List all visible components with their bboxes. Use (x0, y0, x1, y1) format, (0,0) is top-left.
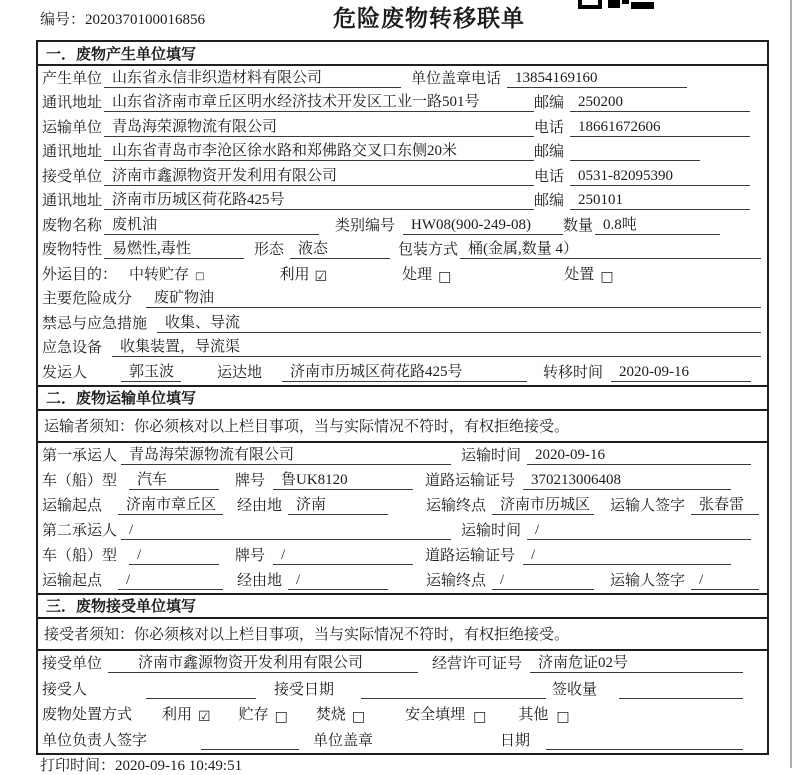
transfer-date-label: 转移时间 (543, 364, 604, 381)
transporter-sign-label: 运输人签字 (610, 497, 686, 514)
taboo-row (38, 311, 767, 336)
phone-label: 电话 (534, 119, 565, 136)
unit-seal-label: 单位盖章 (313, 732, 374, 749)
receiver-value: 济南市鑫源物资开发利用有限公司 (104, 164, 534, 186)
carrier1-label: 第一承运人 (42, 447, 118, 464)
waste-character-row (38, 238, 767, 263)
producer-address-row (38, 91, 767, 116)
waste-name-label: 废物名称 (42, 217, 103, 234)
route2-row (38, 568, 767, 593)
via-value: / (288, 572, 388, 590)
equipment-value: 收集装置，导流渠 (112, 335, 761, 357)
carrier2-row (38, 518, 767, 543)
checkbox-icon: □ (473, 709, 487, 725)
equipment-label: 应急设备 (42, 340, 103, 356)
transporter-row (38, 115, 767, 140)
zip-label: 邮编 (534, 144, 565, 160)
phone-label: 电话 (471, 70, 502, 87)
vehicle-type-value: 汽车 (129, 468, 219, 490)
date-label: 日期 (500, 732, 531, 749)
manager-sign-row (38, 727, 767, 753)
form-label: 形态 (254, 242, 285, 258)
plate-label: 牌号 (235, 547, 266, 564)
transporter-sign-value: / (691, 572, 759, 590)
purpose-label: 外运目的： (42, 266, 118, 283)
receiver-label: 接受单位 (42, 168, 103, 185)
transporter-sign-label: 运输人签字 (610, 572, 686, 589)
origin-value: 济南市章丘区 (118, 493, 223, 515)
checkbox-checked-icon: ☑ (198, 709, 211, 725)
transporter-address-row (38, 140, 767, 165)
permit-label: 经营许可证号 (432, 656, 523, 672)
zip-value: 250200 (570, 94, 750, 112)
transport-time-value: 2020-09-16 (527, 447, 751, 465)
end-value: / (492, 572, 594, 590)
hazard-label: 主要危险成分 (42, 291, 133, 307)
carrier1-value: 青岛海荣源物流有限公司 (121, 443, 451, 465)
doc-number-value: 2020370100016856 (85, 12, 206, 28)
address-label: 通讯地址 (42, 95, 103, 111)
road-license-value: 370213006408 (523, 472, 731, 490)
carrier2-value: / (121, 522, 451, 540)
receiver-row (38, 164, 767, 189)
packing-label: 包装方式 (398, 242, 459, 258)
origin-label: 运输起点 (42, 497, 103, 514)
producer-label: 产生单位 (42, 70, 103, 87)
road-license-label: 道路运输证号 (425, 547, 516, 564)
manager-sign-label: 单位负责人签字 (42, 732, 148, 749)
permit-value: 济南危证02号 (530, 651, 743, 673)
page-edge-line (790, 0, 792, 768)
checkbox-icon: □ (600, 268, 614, 285)
phone-value: 13854169160 (507, 70, 687, 88)
purpose-row (38, 262, 767, 287)
route1-row (38, 493, 767, 518)
category-label: 类别编号 (335, 217, 396, 234)
via-label: 经由地 (237, 572, 283, 589)
plate-value: / (273, 547, 413, 565)
transporter-value: 青岛海荣源物流有限公司 (104, 115, 534, 137)
receiver-address-row (38, 189, 767, 214)
hazard-value: 废矿物油 (146, 286, 761, 308)
sender-row (38, 360, 767, 385)
disposal-label: 废物处置方式 (42, 707, 133, 723)
acceptor-row (38, 676, 767, 702)
hazard-row (38, 287, 767, 312)
checkbox-icon: □ (438, 268, 452, 285)
acceptor-value (146, 698, 256, 699)
disposal-option-label: 安全填埋 (405, 707, 466, 723)
quantity-value: 0.8吨 (595, 213, 720, 235)
carrier2-label: 第二承运人 (42, 522, 118, 539)
end-value: 济南市历城区 (492, 493, 594, 515)
producer-row (38, 66, 767, 91)
qr-code-fragment-icon (578, 0, 658, 10)
zip-label: 邮编 (534, 95, 565, 111)
disposal-option-label: 焚烧 (315, 707, 346, 723)
transport-time-value: / (527, 522, 751, 540)
zip-label: 邮编 (534, 193, 565, 209)
character-label: 废物特性 (42, 242, 103, 258)
doc-number-label: 编号： (40, 12, 86, 28)
vehicle-type-label: 车（船）型 (42, 547, 118, 564)
disposal-option-label: 其他 (518, 707, 549, 723)
end-label: 运输终点 (426, 497, 487, 514)
purpose-option-label: 处置 (564, 266, 595, 283)
accept-unit-row (38, 651, 767, 677)
print-time-label: 打印时间： (40, 758, 116, 774)
disposal-row (38, 702, 767, 728)
road-license-label: 道路运输证号 (425, 472, 516, 489)
vehicle1-row (38, 468, 767, 493)
checkbox-icon: □ (556, 709, 570, 725)
waste-name-row (38, 213, 767, 238)
plate-label: 牌号 (235, 472, 266, 489)
receiver-notice: 接受者须知：你必须核对以上栏目事项，当与实际情况不符时，有权拒绝接受。 (38, 619, 767, 651)
vehicle-type-label: 车（船）型 (42, 472, 118, 489)
checkbox-checked-icon: ☑ (314, 268, 328, 285)
destination-label: 运达地 (217, 364, 263, 381)
section3-header: 三．废物接受单位填写 (38, 593, 767, 619)
plate-value: 鲁UK8120 (273, 468, 413, 490)
unit-seal-label: 单位盖章 (411, 70, 472, 87)
address-value: 山东省济南市章丘区明水经济技术开发区工业一路501号 (104, 90, 534, 112)
manager-sign-value (201, 749, 299, 750)
taboo-value: 收集、导流 (157, 311, 761, 333)
received-qty-label: 签收量 (552, 681, 598, 698)
disposal-option-label: 贮存 (238, 707, 269, 723)
taboo-label: 禁忌与应急措施 (42, 315, 148, 332)
carrier1-row (38, 443, 767, 468)
accept-unit-value: 济南市鑫源物资开发利用有限公司 (108, 651, 418, 673)
via-label: 经由地 (237, 497, 283, 514)
category-value: HW08(900-249-08) (403, 217, 563, 235)
phone-label: 电话 (534, 168, 565, 185)
phone-value: 18661672606 (570, 119, 750, 137)
origin-value: / (118, 572, 223, 590)
character-value: 易燃性,毒性 (104, 237, 244, 259)
checkbox-icon: □ (274, 709, 288, 725)
quantity-label: 数量 (563, 217, 594, 234)
acceptor-label: 接受人 (42, 681, 88, 698)
transporter-sign-value: 张春雷 (691, 493, 759, 515)
qr-block (578, 0, 602, 9)
date-value (546, 749, 743, 750)
equipment-row (38, 336, 767, 361)
zip-value: 250101 (570, 192, 750, 210)
transporter-notice: 运输者须知：你必须核对以上栏目事项，当与实际情况不符时，有权拒绝接受。 (38, 411, 767, 443)
producer-value: 山东省永信非织造材料有限公司 (104, 66, 401, 88)
purpose-option-label: 处理 (402, 266, 433, 283)
road-license-value: / (523, 547, 731, 565)
checkbox-icon: □ (351, 709, 366, 725)
purpose-option-label: 中转贮存 (129, 266, 190, 283)
form-value: 液态 (290, 237, 390, 259)
checkbox-icon: □ (195, 270, 205, 282)
qr-block (608, 0, 620, 8)
sender-value: 郭玉波 (121, 360, 181, 382)
received-qty-value (619, 698, 743, 699)
doc-number (40, 8, 205, 29)
qr-block (631, 2, 654, 9)
accept-unit-label: 接受单位 (42, 656, 103, 672)
vehicle-type-value: / (129, 547, 219, 565)
origin-label: 运输起点 (42, 572, 103, 589)
print-time-value: 2020-09-16 10:49:51 (115, 758, 243, 774)
address-label: 通讯地址 (42, 193, 103, 209)
via-value: 济南 (288, 493, 388, 515)
address-value: 山东省青岛市李沧区徐水路和郑佛路交叉口东侧20米 (104, 139, 534, 161)
zip-value (570, 160, 700, 161)
transport-time-label: 运输时间 (461, 447, 522, 464)
phone-value: 0531-82095390 (570, 168, 750, 186)
address-label: 通讯地址 (42, 144, 103, 160)
section2-header: 二．废物运输单位填写 (38, 385, 767, 411)
address-value: 济南市历城区荷花路425号 (104, 188, 534, 210)
sender-label: 发运人 (42, 364, 88, 381)
qr-block (622, 0, 629, 4)
print-time (40, 754, 242, 775)
waste-name-value: 废机油 (104, 213, 319, 235)
page-title: 危险废物转移联单 (333, 6, 525, 31)
manifest-form (36, 40, 769, 755)
section1-header: 一．废物产生单位填写 (38, 42, 767, 66)
accept-date-label: 接受日期 (274, 681, 335, 698)
accept-date-value (361, 698, 546, 699)
vehicle2-row (38, 543, 767, 568)
destination-value: 济南市历城区荷花路425号 (282, 360, 527, 382)
transport-time-label: 运输时间 (461, 522, 522, 539)
packing-value: 桶(金属,数量 4） (460, 237, 761, 259)
disposal-option-label: 利用 (162, 707, 193, 723)
end-label: 运输终点 (426, 572, 487, 589)
purpose-option-label: 利用 (279, 266, 310, 283)
transporter-label: 运输单位 (42, 119, 103, 136)
transfer-date-value: 2020-09-16 (611, 364, 751, 382)
